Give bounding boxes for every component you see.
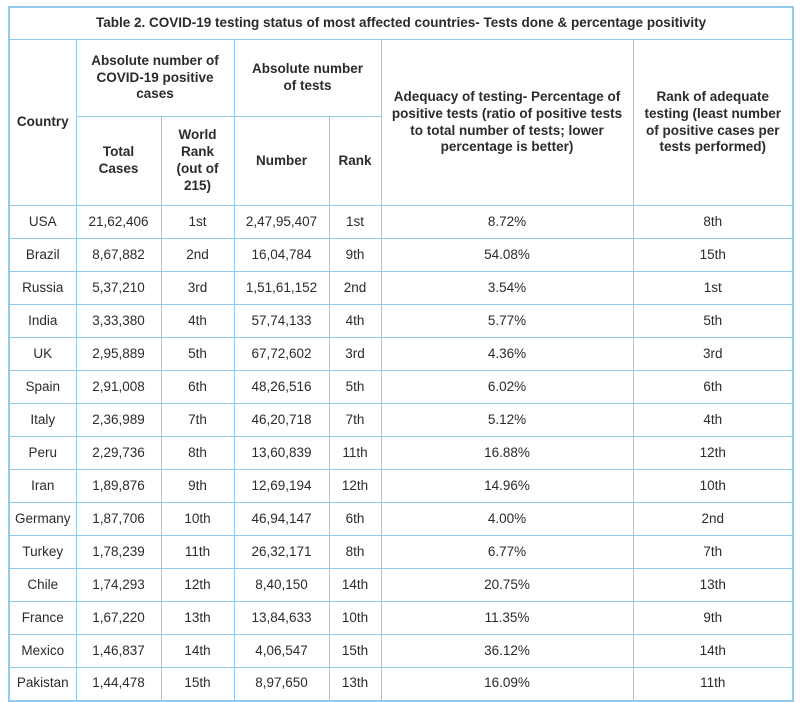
cell-tests-number: 48,26,516 xyxy=(234,371,329,404)
cell-positivity: 6.77% xyxy=(381,536,633,569)
table-row xyxy=(9,437,793,470)
cell-adequacy-rank: 4th xyxy=(633,404,793,437)
cell-tests-rank: 3rd xyxy=(329,338,381,371)
cell-positivity: 14.96% xyxy=(381,470,633,503)
col-header-total-cases: Total Cases xyxy=(76,117,161,206)
cell-tests-rank: 2nd xyxy=(329,272,381,305)
cell-tests-rank: 6th xyxy=(329,503,381,536)
cell-total-cases: 2,91,008 xyxy=(76,371,161,404)
table-row xyxy=(9,305,793,338)
table-row xyxy=(9,635,793,668)
cell-world-rank: 4th xyxy=(161,305,234,338)
cell-positivity: 5.77% xyxy=(381,305,633,338)
table-row xyxy=(9,569,793,602)
table-row xyxy=(9,404,793,437)
cell-total-cases: 3,33,380 xyxy=(76,305,161,338)
cell-adequacy-rank: 11th xyxy=(633,668,793,701)
col-header-country: Country xyxy=(9,40,76,206)
table-title: Table 2. COVID-19 testing status of most affected countries- Tests done & percentage positivity xyxy=(9,7,793,40)
cell-country: Germany xyxy=(9,503,76,536)
cell-world-rank: 5th xyxy=(161,338,234,371)
table-row xyxy=(9,338,793,371)
header-group-row xyxy=(9,40,793,117)
col-header-tests-group: Absolute number of tests xyxy=(234,40,381,117)
cell-adequacy-rank: 13th xyxy=(633,569,793,602)
cell-world-rank: 9th xyxy=(161,470,234,503)
table-row xyxy=(9,371,793,404)
cell-total-cases: 1,46,837 xyxy=(76,635,161,668)
cell-tests-rank: 7th xyxy=(329,404,381,437)
cell-world-rank: 14th xyxy=(161,635,234,668)
cell-positivity: 36.12% xyxy=(381,635,633,668)
cell-tests-rank: 1st xyxy=(329,206,381,239)
cell-world-rank: 2nd xyxy=(161,239,234,272)
cell-adequacy-rank: 12th xyxy=(633,437,793,470)
cell-tests-rank: 11th xyxy=(329,437,381,470)
cell-world-rank: 1st xyxy=(161,206,234,239)
cell-tests-number: 26,32,171 xyxy=(234,536,329,569)
cell-country: Spain xyxy=(9,371,76,404)
cell-tests-number: 8,97,650 xyxy=(234,668,329,701)
col-header-adequacy-rank: Rank of adequate testing (least number of positive cases per tests performed) xyxy=(633,40,793,206)
cell-tests-number: 4,06,547 xyxy=(234,635,329,668)
cell-tests-rank: 15th xyxy=(329,635,381,668)
cell-country: Iran xyxy=(9,470,76,503)
cell-tests-number: 67,72,602 xyxy=(234,338,329,371)
cell-total-cases: 1,78,239 xyxy=(76,536,161,569)
table-row xyxy=(9,602,793,635)
table-row xyxy=(9,239,793,272)
cell-total-cases: 8,67,882 xyxy=(76,239,161,272)
cell-positivity: 8.72% xyxy=(381,206,633,239)
cell-adequacy-rank: 14th xyxy=(633,635,793,668)
col-header-positive-cases-group: Absolute number of COVID-19 positive cases xyxy=(76,40,234,117)
cell-total-cases: 5,37,210 xyxy=(76,272,161,305)
cell-total-cases: 2,36,989 xyxy=(76,404,161,437)
cell-world-rank: 12th xyxy=(161,569,234,602)
cell-country: USA xyxy=(9,206,76,239)
cell-world-rank: 10th xyxy=(161,503,234,536)
cell-world-rank: 11th xyxy=(161,536,234,569)
cell-tests-number: 46,94,147 xyxy=(234,503,329,536)
table-row xyxy=(9,503,793,536)
cell-tests-rank: 9th xyxy=(329,239,381,272)
col-header-adequacy: Adequacy of testing- Percentage of positive tests (ratio of positive tests to total number of tests; lower percentage is better) xyxy=(381,40,633,206)
table-row xyxy=(9,272,793,305)
cell-positivity: 16.88% xyxy=(381,437,633,470)
cell-positivity: 16.09% xyxy=(381,668,633,701)
table-row xyxy=(9,668,793,701)
cell-positivity: 4.00% xyxy=(381,503,633,536)
cell-adequacy-rank: 6th xyxy=(633,371,793,404)
cell-total-cases: 1,67,220 xyxy=(76,602,161,635)
title-row xyxy=(9,7,793,40)
table-row xyxy=(9,536,793,569)
cell-tests-number: 13,60,839 xyxy=(234,437,329,470)
cell-tests-number: 13,84,633 xyxy=(234,602,329,635)
cell-adequacy-rank: 10th xyxy=(633,470,793,503)
cell-adequacy-rank: 1st xyxy=(633,272,793,305)
cell-tests-rank: 10th xyxy=(329,602,381,635)
cell-total-cases: 21,62,406 xyxy=(76,206,161,239)
cell-total-cases: 2,95,889 xyxy=(76,338,161,371)
cell-tests-number: 2,47,95,407 xyxy=(234,206,329,239)
cell-country: Russia xyxy=(9,272,76,305)
cell-tests-rank: 12th xyxy=(329,470,381,503)
col-header-tests-rank: Rank xyxy=(329,117,381,206)
cell-tests-number: 8,40,150 xyxy=(234,569,329,602)
cell-adequacy-rank: 3rd xyxy=(633,338,793,371)
cell-adequacy-rank: 5th xyxy=(633,305,793,338)
cell-adequacy-rank: 2nd xyxy=(633,503,793,536)
cell-tests-number: 12,69,194 xyxy=(234,470,329,503)
cell-positivity: 4.36% xyxy=(381,338,633,371)
cell-adequacy-rank: 15th xyxy=(633,239,793,272)
cell-tests-number: 57,74,133 xyxy=(234,305,329,338)
cell-country: India xyxy=(9,305,76,338)
cell-positivity: 11.35% xyxy=(381,602,633,635)
cell-world-rank: 6th xyxy=(161,371,234,404)
cell-world-rank: 8th xyxy=(161,437,234,470)
cell-country: Italy xyxy=(9,404,76,437)
cell-positivity: 54.08% xyxy=(381,239,633,272)
cell-total-cases: 1,74,293 xyxy=(76,569,161,602)
cell-country: Pakistan xyxy=(9,668,76,701)
col-header-tests-number: Number xyxy=(234,117,329,206)
cell-positivity: 6.02% xyxy=(381,371,633,404)
cell-positivity: 5.12% xyxy=(381,404,633,437)
cell-country: UK xyxy=(9,338,76,371)
col-header-world-rank: World Rank (out of 215) xyxy=(161,117,234,206)
cell-total-cases: 1,89,876 xyxy=(76,470,161,503)
covid-testing-table xyxy=(8,6,794,702)
cell-tests-number: 16,04,784 xyxy=(234,239,329,272)
cell-adequacy-rank: 7th xyxy=(633,536,793,569)
table-row xyxy=(9,470,793,503)
cell-country: Peru xyxy=(9,437,76,470)
cell-world-rank: 15th xyxy=(161,668,234,701)
cell-total-cases: 1,44,478 xyxy=(76,668,161,701)
cell-tests-rank: 13th xyxy=(329,668,381,701)
cell-adequacy-rank: 9th xyxy=(633,602,793,635)
cell-adequacy-rank: 8th xyxy=(633,206,793,239)
cell-tests-rank: 5th xyxy=(329,371,381,404)
cell-total-cases: 1,87,706 xyxy=(76,503,161,536)
cell-tests-number: 1,51,61,152 xyxy=(234,272,329,305)
table-row xyxy=(9,206,793,239)
cell-country: Turkey xyxy=(9,536,76,569)
cell-country: Chile xyxy=(9,569,76,602)
cell-tests-rank: 8th xyxy=(329,536,381,569)
cell-world-rank: 13th xyxy=(161,602,234,635)
cell-positivity: 20.75% xyxy=(381,569,633,602)
cell-positivity: 3.54% xyxy=(381,272,633,305)
cell-country: Brazil xyxy=(9,239,76,272)
cell-tests-rank: 14th xyxy=(329,569,381,602)
cell-tests-number: 46,20,718 xyxy=(234,404,329,437)
cell-world-rank: 7th xyxy=(161,404,234,437)
cell-tests-rank: 4th xyxy=(329,305,381,338)
cell-country: France xyxy=(9,602,76,635)
cell-total-cases: 2,29,736 xyxy=(76,437,161,470)
cell-world-rank: 3rd xyxy=(161,272,234,305)
cell-country: Mexico xyxy=(9,635,76,668)
